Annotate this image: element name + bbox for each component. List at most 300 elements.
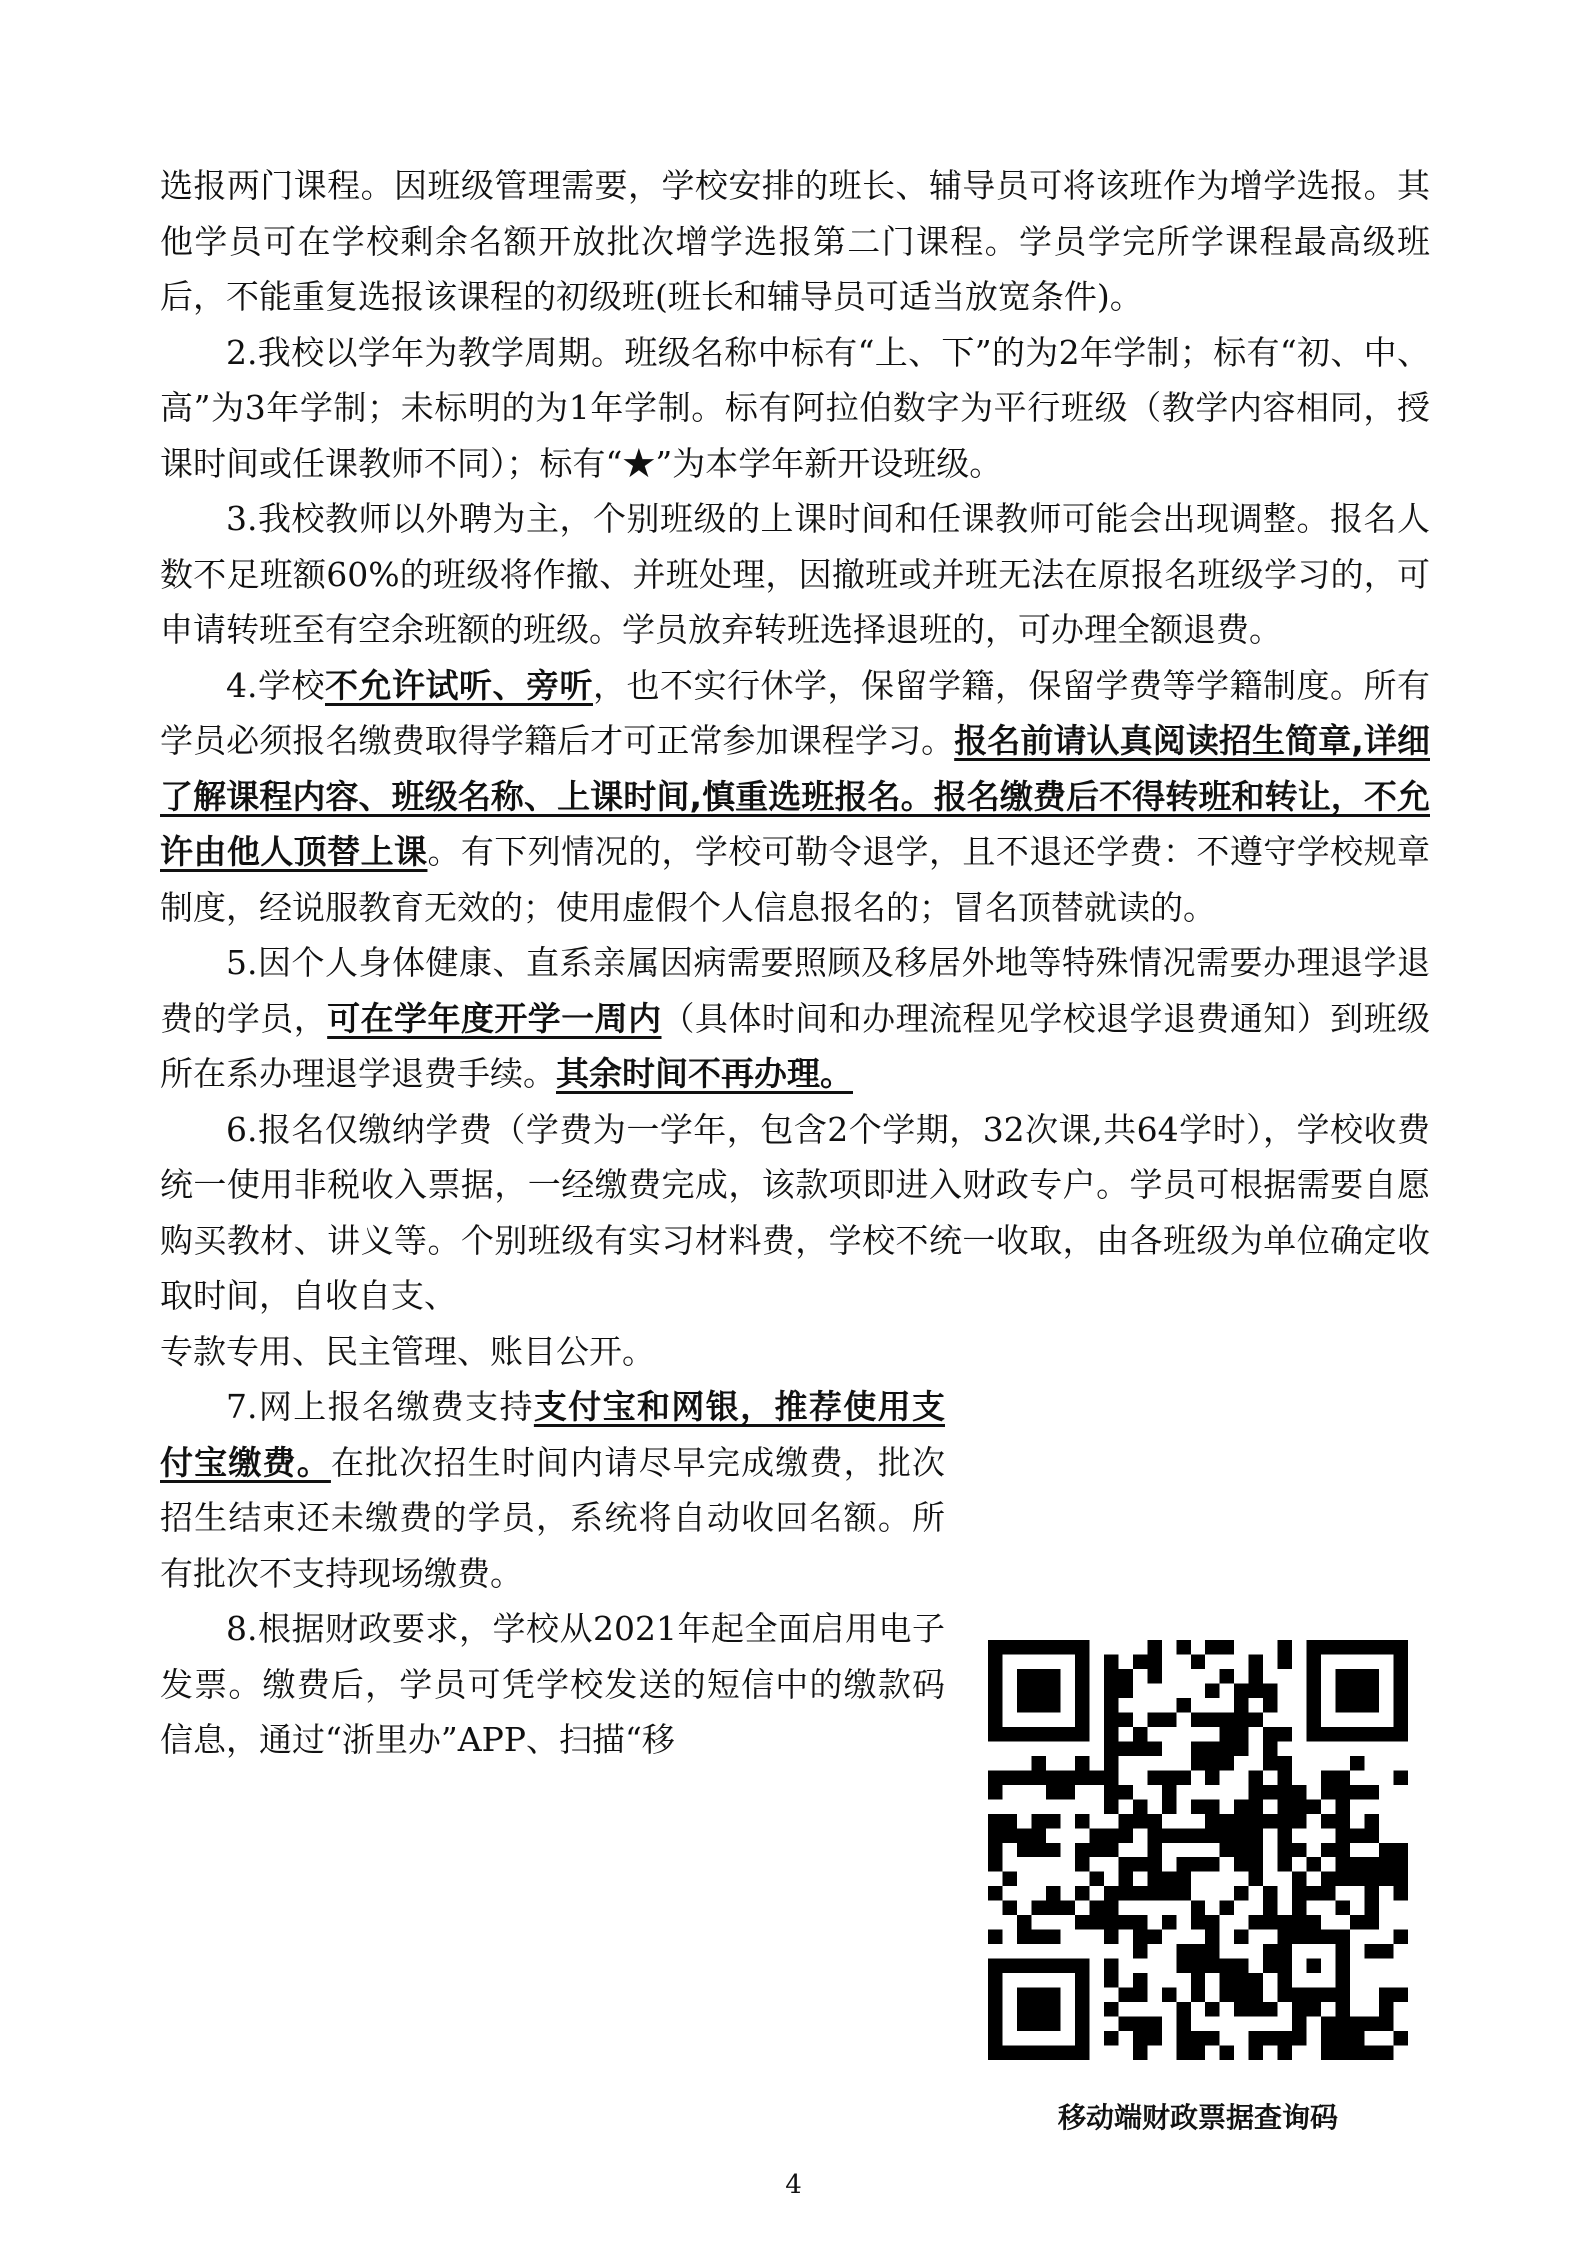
qr-module [1234, 1683, 1248, 1697]
qr-module [1336, 1872, 1350, 1886]
qr-module [1263, 1756, 1277, 1770]
qr-module [1365, 1727, 1379, 1741]
p7-text-a: 7.网上报名缴费支持 [226, 1387, 534, 1426]
qr-module [1133, 1886, 1147, 1900]
qr-module [1278, 1930, 1292, 1944]
qr-module [1394, 1770, 1408, 1784]
qr-module [1336, 1973, 1350, 1987]
qr-code-image[interactable] [988, 1640, 1408, 2060]
qr-module [1046, 1959, 1060, 1973]
qr-module [1118, 1857, 1132, 1871]
qr-module [1220, 1973, 1234, 1987]
qr-module [1336, 1799, 1350, 1813]
qr-module [1075, 1814, 1089, 1828]
qr-module [1263, 1959, 1277, 1973]
qr-module [1321, 1785, 1335, 1799]
qr-module [988, 1770, 1002, 1784]
qr-module [1017, 1959, 1031, 1973]
qr-module [1394, 1712, 1408, 1726]
paragraph-3: 3.我校教师以外聘为主，个别班级的上课时间和任课教师可能会出现调整。报名人数不足班额60%的班级将作撤、并班处理，因撤班或并班无法在原报名班级学习的，可申请转班至有空余班额的班级。学员放弃转班选择退班的，可办理全额退费。 [160, 499, 1430, 649]
qr-module [1089, 1828, 1103, 1842]
qr-module [1176, 2046, 1190, 2060]
qr-module [1336, 1698, 1350, 1712]
qr-module [1191, 1799, 1205, 1813]
qr-module [1234, 1727, 1248, 1741]
qr-module [1075, 1959, 1089, 1973]
qr-module [1234, 1828, 1248, 1842]
qr-module [1046, 1901, 1060, 1915]
qr-module [1060, 2046, 1074, 2060]
qr-module [1017, 2046, 1031, 2060]
qr-module [1205, 1857, 1219, 1871]
p7-text-c: 在批次招生时间内请尽早完成缴费，批次招生结束还未缴费的学员，系统将自动收回名额。所有批次不支持现场缴费。 [160, 1442, 946, 1593]
qr-module [1336, 1814, 1350, 1828]
qr-module [1321, 1886, 1335, 1900]
qr-module [1292, 2017, 1306, 2031]
p4-text-c: ，也不实行休学，保留学籍，保留学费等学籍制度。所有学员必须报名缴费取得学籍后才可正常参加课程学习。 [160, 665, 1430, 760]
qr-module [1220, 1901, 1234, 1915]
qr-module [1075, 1988, 1089, 2002]
qr-module [1220, 2046, 1234, 2060]
qr-module [1162, 1988, 1176, 2002]
qr-module [1002, 1872, 1016, 1886]
qr-module [1278, 2046, 1292, 2060]
qr-module [1234, 1712, 1248, 1726]
qr-module [1365, 1698, 1379, 1712]
qr-module [1321, 1640, 1335, 1654]
qr-module [988, 2002, 1002, 2016]
qr-module [1147, 1669, 1161, 1683]
qr-module [1162, 1828, 1176, 1842]
qr-module [1060, 1640, 1074, 1654]
qr-module [1379, 1640, 1393, 1654]
qr-module [1017, 1843, 1031, 1857]
qr-module [1350, 2017, 1364, 2031]
qr-module [1075, 1843, 1089, 1857]
qr-module [1321, 1727, 1335, 1741]
qr-module [1292, 1799, 1306, 1813]
qr-module [1031, 1770, 1045, 1784]
qr-module [988, 1683, 1002, 1697]
qr-module [1365, 2046, 1379, 2060]
qr-module [1336, 1843, 1350, 1857]
qr-module [1278, 1944, 1292, 1958]
qr-module [1292, 2031, 1306, 2045]
qr-module [1278, 1959, 1292, 1973]
qr-module [1307, 1698, 1321, 1712]
qr-module [1278, 1843, 1292, 1857]
qr-module [1104, 1698, 1118, 1712]
qr-module [1191, 1857, 1205, 1871]
paragraph-4 [160, 658, 1430, 936]
qr-module [1075, 1915, 1089, 1929]
qr-module [1075, 2031, 1089, 2045]
qr-module [1104, 1973, 1118, 1987]
qr-module [1249, 1669, 1263, 1683]
qr-module [1046, 1669, 1060, 1683]
qr-module [1176, 1944, 1190, 1958]
qr-module [1249, 1843, 1263, 1857]
qr-module [1162, 1799, 1176, 1813]
qr-module [1249, 1988, 1263, 2002]
qr-module [1017, 1727, 1031, 1741]
qr-module [1176, 1872, 1190, 1886]
paragraph-8: 8.根据财政要求，学校从2021年起全面启用电子发票。缴费后，学员可凭学校发送的短信中的缴款码信息，通过“浙里办”APP、扫描“移 [160, 1609, 945, 1759]
qr-module [1104, 1886, 1118, 1900]
qr-module [1307, 1857, 1321, 1871]
qr-module [1031, 2017, 1045, 2031]
qr-module [1249, 1814, 1263, 1828]
qr-module [1336, 1785, 1350, 1799]
qr-module [1075, 1857, 1089, 1871]
qr-module [988, 2017, 1002, 2031]
qr-module [1336, 1988, 1350, 2002]
qr-module [1147, 2017, 1161, 2031]
qr-module [988, 1669, 1002, 1683]
qr-module [1191, 2031, 1205, 2045]
qr-module [1191, 1712, 1205, 1726]
qr-module [1133, 1988, 1147, 2002]
qr-module [1278, 1828, 1292, 1842]
qr-module [1046, 1770, 1060, 1784]
qr-module [1104, 1930, 1118, 1944]
qr-module [1075, 2017, 1089, 2031]
qr-module [1147, 1843, 1161, 1857]
qr-module [1205, 1828, 1219, 1842]
qr-module [1321, 1814, 1335, 1828]
qr-module [1220, 1756, 1234, 1770]
qr-module [1278, 1654, 1292, 1668]
qr-module [1089, 1770, 1103, 1784]
qr-module [1191, 1973, 1205, 1987]
qr-caption: 移动端财政票据查询码 [1057, 2101, 1338, 2134]
qr-module [1205, 1770, 1219, 1784]
qr-module [1394, 1843, 1408, 1857]
qr-module [1017, 1683, 1031, 1697]
qr-module [1234, 1843, 1248, 1857]
qr-module [1234, 1973, 1248, 1987]
qr-module [1336, 2002, 1350, 2016]
qr-module [1307, 1683, 1321, 1697]
qr-module [1365, 1944, 1379, 1958]
qr-module [988, 1886, 1002, 1900]
qr-module [1292, 1872, 1306, 1886]
qr-module [1350, 1857, 1364, 1871]
qr-module [1002, 1814, 1016, 1828]
qr-module [1075, 1712, 1089, 1726]
qr-module [1336, 1857, 1350, 1871]
qr-module [1031, 1959, 1045, 1973]
qr-module [1031, 2046, 1045, 2060]
qr-module [1234, 1698, 1248, 1712]
qr-module [1278, 1988, 1292, 2002]
qr-module [1350, 1698, 1364, 1712]
qr-module [1191, 1654, 1205, 1668]
qr-module [1278, 1973, 1292, 1987]
qr-module [1394, 1872, 1408, 1886]
p5-text-c: （具体时间和办理流程见学校退学退费通知）到班级所在系办理退学退费手续。 [160, 998, 1431, 1093]
qr-module [1002, 2046, 1016, 2060]
qr-module [1292, 1988, 1306, 2002]
qr-module [1162, 1872, 1176, 1886]
qr-module [1075, 1756, 1089, 1770]
qr-module [1394, 1669, 1408, 1683]
qr-module [1379, 1843, 1393, 1857]
qr-module [1321, 2017, 1335, 2031]
qr-module [1205, 1741, 1219, 1755]
qr-module [1205, 1799, 1219, 1813]
qr-module [1017, 1770, 1031, 1784]
p7-emphasis-alipay: 支付宝和网银，推荐使用支付宝缴费。 [160, 1387, 945, 1482]
qr-module [1191, 1944, 1205, 1958]
qr-module [1031, 1901, 1045, 1915]
qr-module [1336, 1669, 1350, 1683]
qr-module [1249, 1770, 1263, 1784]
qr-module [1249, 1857, 1263, 1871]
qr-module [1365, 1872, 1379, 1886]
qr-module [1176, 1770, 1190, 1784]
qr-module [1031, 2002, 1045, 2016]
qr-module [1321, 1872, 1335, 1886]
qr-module [988, 1843, 1002, 1857]
qr-module [1002, 1959, 1016, 1973]
qr-module [1379, 1727, 1393, 1741]
qr-module [1350, 1669, 1364, 1683]
qr-module [1031, 1727, 1045, 1741]
qr-module [1278, 1727, 1292, 1741]
qr-module [1133, 1727, 1147, 1741]
qr-module [1350, 2046, 1364, 2060]
qr-module [1350, 1640, 1364, 1654]
qr-module [1118, 1828, 1132, 1842]
qr-module [1220, 1640, 1234, 1654]
qr-module [1147, 1872, 1161, 1886]
qr-module [1249, 1683, 1263, 1697]
qr-module [1321, 1988, 1335, 2002]
qr-module [1118, 1814, 1132, 1828]
qr-module [988, 1814, 1002, 1828]
qr-module [1147, 1814, 1161, 1828]
qr-module [1278, 1770, 1292, 1784]
qr-module [1350, 1872, 1364, 1886]
paragraph-6 [160, 1102, 1430, 1324]
qr-module [1321, 1770, 1335, 1784]
qr-block [988, 1640, 1408, 2136]
qr-module [1336, 1930, 1350, 1944]
qr-module [1031, 1698, 1045, 1712]
qr-module [1220, 1814, 1234, 1828]
qr-module [1176, 1698, 1190, 1712]
qr-module [1104, 1785, 1118, 1799]
qr-module [1307, 1654, 1321, 1668]
qr-module [1147, 1712, 1161, 1726]
qr-module [1394, 1640, 1408, 1654]
qr-module [1176, 1857, 1190, 1871]
qr-module [1147, 1770, 1161, 1784]
qr-module [1002, 1901, 1016, 1915]
qr-module [1118, 1886, 1132, 1900]
qr-module [1278, 1857, 1292, 1871]
qr-module [1234, 1741, 1248, 1755]
qr-module [1220, 1843, 1234, 1857]
qr-module [1321, 2046, 1335, 2060]
qr-module [1118, 2017, 1132, 2031]
qr-module [1046, 1683, 1060, 1697]
qr-module [1249, 2031, 1263, 2045]
paragraph-6-end: 专款专用、民主管理、账目公开。 [160, 1331, 655, 1371]
qr-module [1394, 1886, 1408, 1900]
qr-module [1133, 2031, 1147, 2045]
qr-module [1176, 1959, 1190, 1973]
qr-module [1379, 1872, 1393, 1886]
qr-module [1075, 1973, 1089, 1987]
qr-module [988, 1959, 1002, 1973]
qr-module [1046, 1930, 1060, 1944]
qr-module [1147, 2031, 1161, 2045]
qr-module [1031, 1640, 1045, 1654]
qr-module [1075, 1886, 1089, 1900]
body-text [160, 158, 1430, 1768]
qr-module [1336, 1770, 1350, 1784]
qr-module [1118, 1988, 1132, 2002]
qr-module [1249, 1872, 1263, 1886]
qr-module [1060, 1959, 1074, 1973]
qr-module [1133, 1814, 1147, 1828]
qr-module [1234, 2002, 1248, 2016]
qr-module [1292, 1901, 1306, 1915]
qr-module [1118, 1683, 1132, 1697]
qr-module [1321, 1843, 1335, 1857]
qr-module [1104, 1799, 1118, 1813]
p5-emphasis-no-other-time: 其余时间不再办理。 [556, 1054, 853, 1093]
qr-module [1394, 1727, 1408, 1741]
qr-module [1263, 1727, 1277, 1741]
qr-module [1394, 1988, 1408, 2002]
qr-module [1292, 1915, 1306, 1929]
p5-emphasis-first-week: 可在学年度开学一周内 [327, 998, 662, 1038]
qr-module [1278, 2031, 1292, 2045]
paragraph-continued: 选报两门课程。因班级管理需要，学校安排的班长、辅导员可将该班作为增学选报。其他学员可在学校剩余名额开放批次增学选报第二门课程。学员学完所学课程最高级班后，不能重复选报该课程的初级班(班长和辅导员可适当放宽条件)。 [160, 166, 1430, 316]
qr-module [1365, 1669, 1379, 1683]
page-number: 4 [785, 2170, 802, 2200]
qr-module [1147, 1886, 1161, 1900]
qr-module [1336, 1828, 1350, 1842]
qr-module [988, 2031, 1002, 2045]
qr-module [1278, 1640, 1292, 1654]
qr-module [1307, 1959, 1321, 1973]
qr-module [1394, 2031, 1408, 2045]
qr-module [1046, 1843, 1060, 1857]
qr-module [1220, 1828, 1234, 1842]
qr-module [1118, 1669, 1132, 1683]
qr-module [1336, 1944, 1350, 1958]
qr-module [1307, 1727, 1321, 1741]
qr-module [1104, 1756, 1118, 1770]
p4-text-a: 4.学校 [226, 665, 325, 705]
qr-module [1104, 2002, 1118, 2016]
qr-module [1075, 1669, 1089, 1683]
qr-module [1350, 1915, 1364, 1929]
qr-module [988, 2046, 1002, 2060]
qr-module [1002, 1770, 1016, 1784]
qr-module [1379, 1988, 1393, 2002]
qr-module [1205, 1712, 1219, 1726]
qr-module [1263, 1901, 1277, 1915]
qr-module [1307, 1712, 1321, 1726]
qr-module [1234, 1814, 1248, 1828]
qr-module [1089, 1872, 1103, 1886]
qr-module [1379, 1944, 1393, 1958]
qr-module [988, 1973, 1002, 1987]
qr-module [988, 1654, 1002, 1668]
qr-module [1162, 1785, 1176, 1799]
qr-module [1220, 1959, 1234, 1973]
qr-module [1220, 1988, 1234, 2002]
qr-module [1162, 1770, 1176, 1784]
qr-module [1336, 2017, 1350, 2031]
qr-module [988, 1930, 1002, 1944]
qr-module [1234, 1886, 1248, 1900]
p4-emphasis-read-carefully: 报名前请认真阅读招生简章,详细了解课程内容、班级名称、上课时间,慎重选班报名。报名缴费后不得转班和转让，不允许由他人顶替上课 [160, 721, 1430, 871]
qr-module [1292, 1886, 1306, 1900]
p4-text-e: 。有下列情况的，学校可勒令退学，且不退还学费：不遵守学校规章制度，经说服教育无效的；使用虚假个人信息报名的；冒名顶替就读的。 [160, 832, 1431, 927]
qr-module [1278, 1756, 1292, 1770]
qr-module [1336, 1727, 1350, 1741]
qr-module [1263, 1698, 1277, 1712]
qr-module [1133, 1930, 1147, 1944]
qr-module [1017, 2002, 1031, 2016]
qr-module [988, 1712, 1002, 1726]
qr-module [1220, 1741, 1234, 1755]
qr-module [1017, 1930, 1031, 1944]
qr-module [1191, 1828, 1205, 1842]
qr-module [1263, 1741, 1277, 1755]
qr-module [1017, 1915, 1031, 1929]
qr-module [1336, 2031, 1350, 2045]
qr-module [1133, 1973, 1147, 1987]
qr-module [1118, 1872, 1132, 1886]
qr-module [1075, 1698, 1089, 1712]
paragraph-5 [160, 935, 1430, 1102]
qr-module [1336, 1901, 1350, 1915]
qr-module [1075, 2046, 1089, 2060]
qr-module [1191, 1741, 1205, 1755]
qr-module [1234, 1799, 1248, 1813]
qr-module [988, 1640, 1002, 1654]
qr-module [1046, 2002, 1060, 2016]
qr-module [1220, 1727, 1234, 1741]
qr-module [1249, 1712, 1263, 1726]
qr-module [1336, 1959, 1350, 1973]
qr-module [1394, 1654, 1408, 1668]
qr-module [1292, 1785, 1306, 1799]
qr-module [1249, 2002, 1263, 2016]
qr-module [1205, 1683, 1219, 1697]
qr-module [1263, 1683, 1277, 1697]
qr-module [1133, 1857, 1147, 1871]
qr-module [1118, 1712, 1132, 1726]
qr-module [1060, 1727, 1074, 1741]
qr-module [1249, 1915, 1263, 1929]
qr-module [1104, 1959, 1118, 1973]
qr-module [1104, 1727, 1118, 1741]
qr-module [1336, 1683, 1350, 1697]
qr-module [1292, 2002, 1306, 2016]
qr-module [1365, 1828, 1379, 1842]
qr-module [1191, 1915, 1205, 1929]
qr-module [1017, 1988, 1031, 2002]
qr-module [1321, 1930, 1335, 1944]
